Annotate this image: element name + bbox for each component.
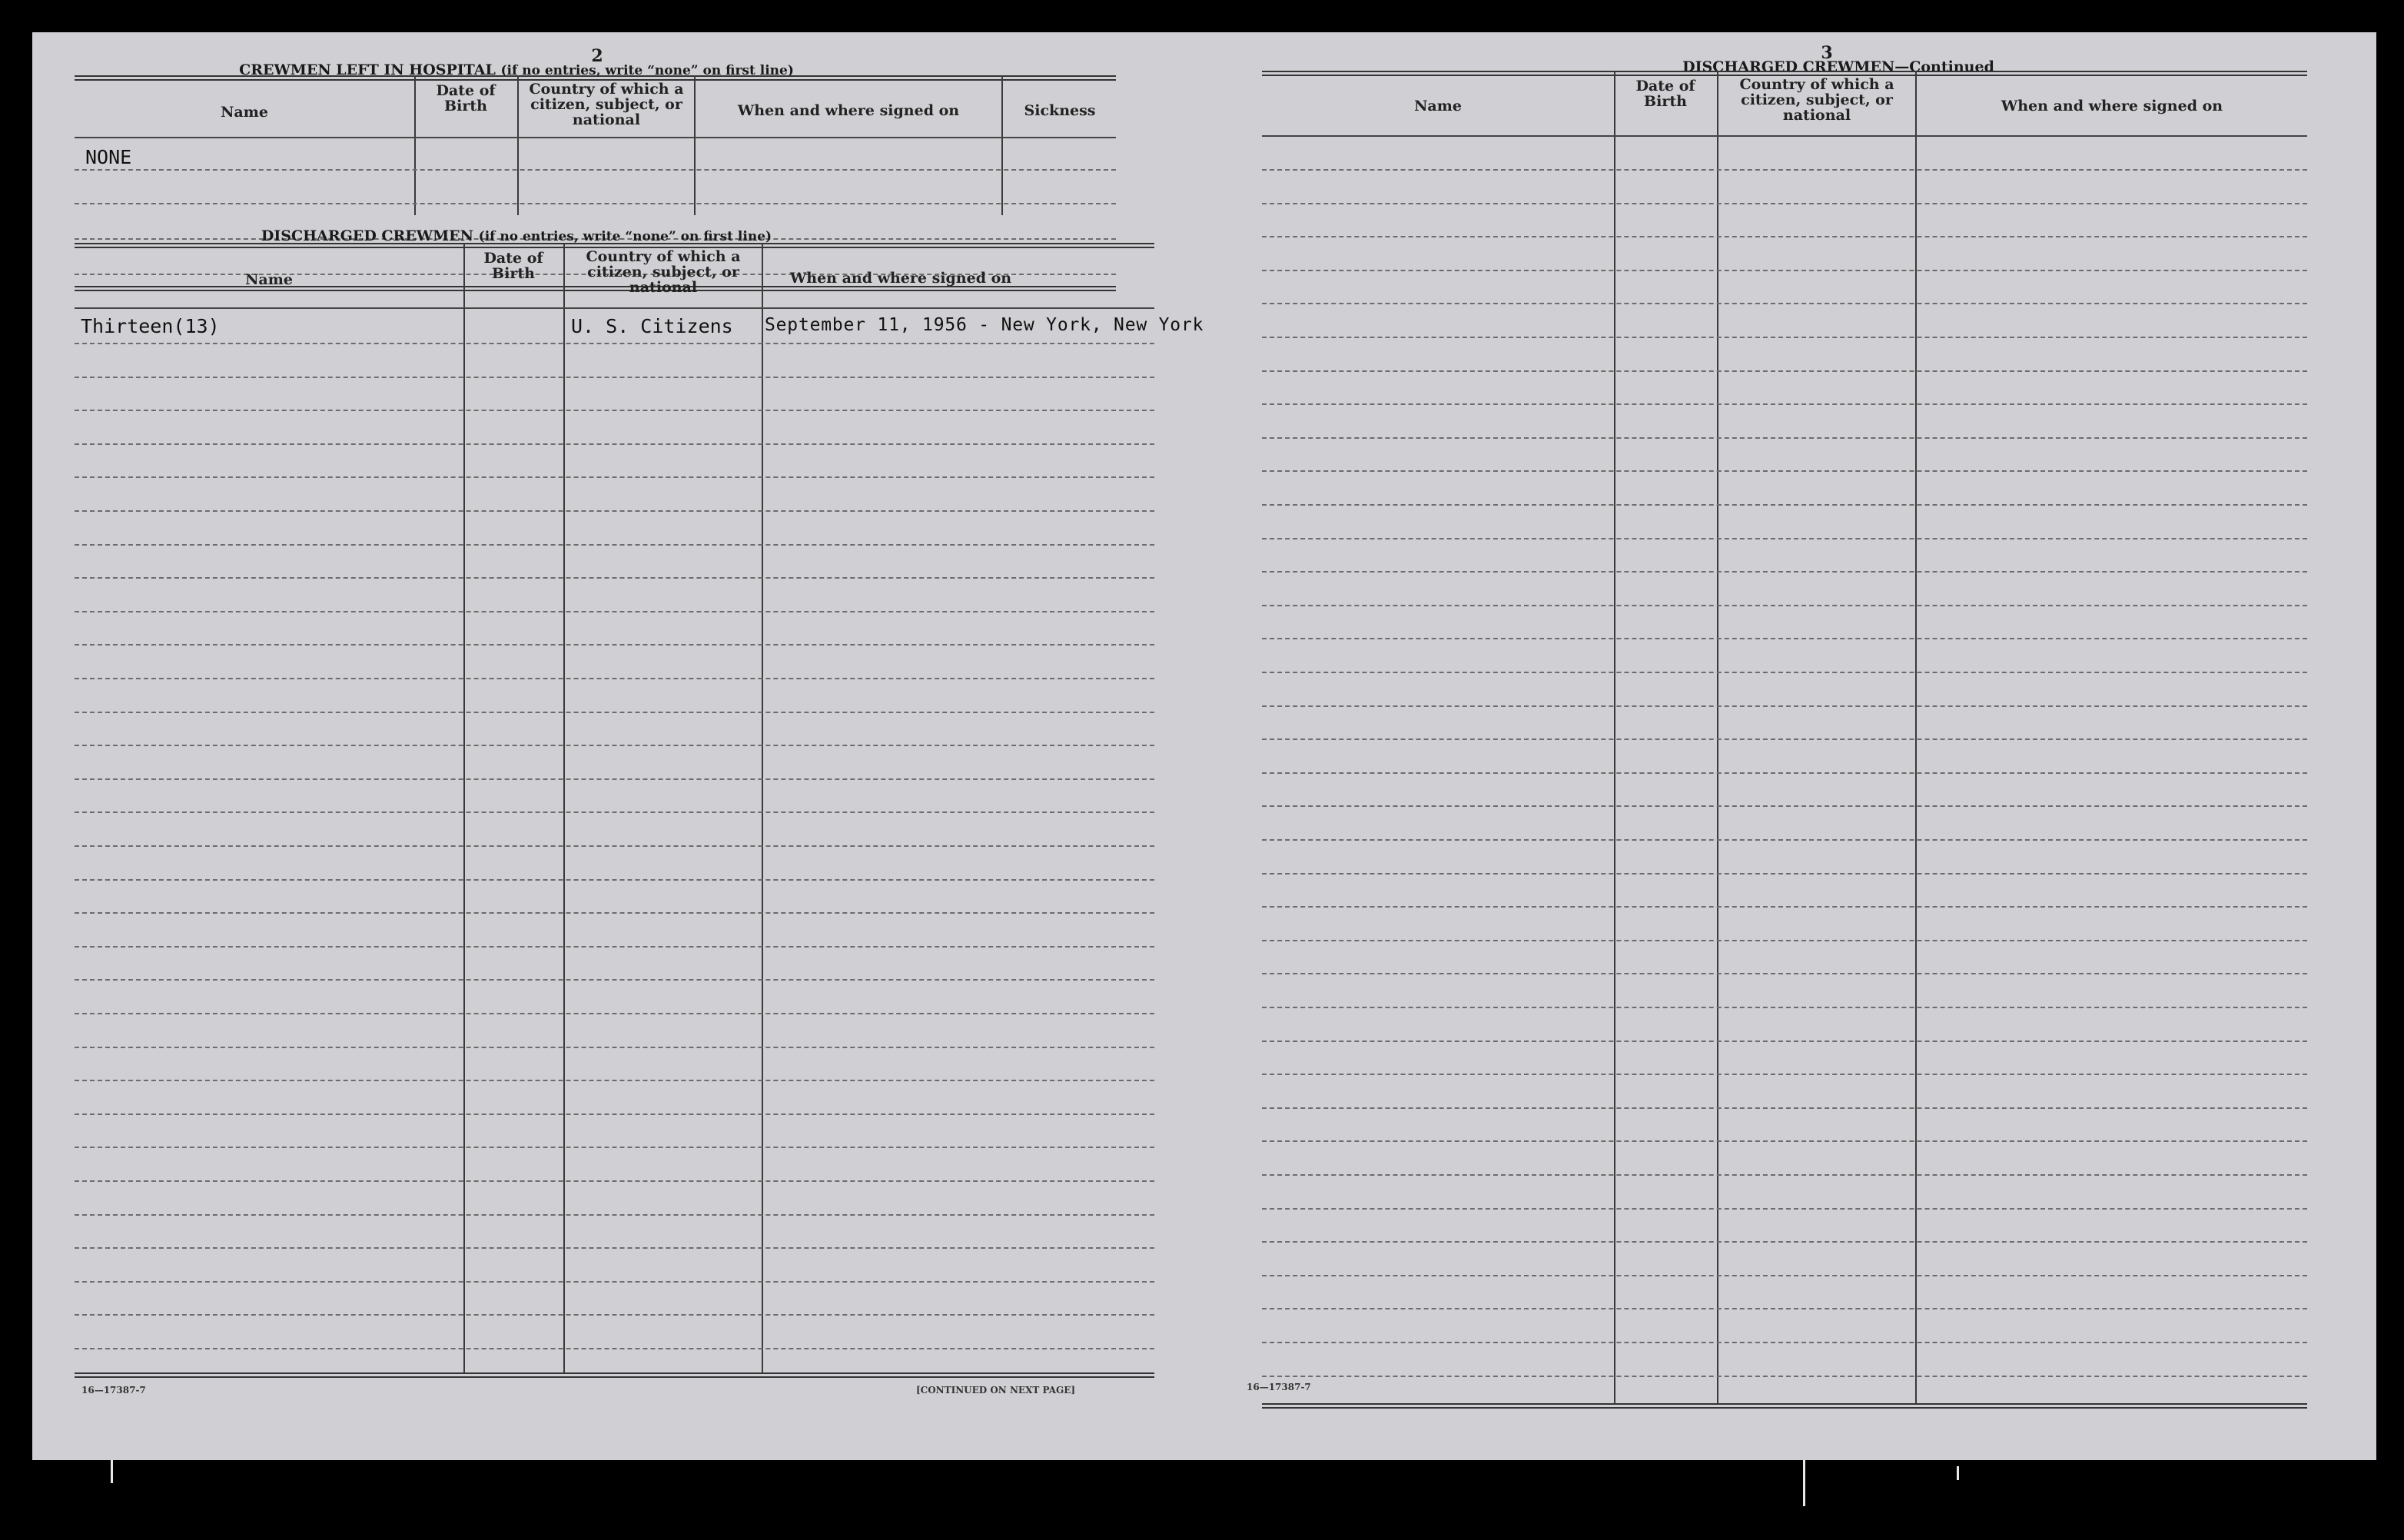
bottom-rule	[75, 1372, 1154, 1378]
column-divider	[463, 243, 465, 1374]
table-row	[1262, 940, 2307, 941]
table-row	[1262, 839, 2307, 841]
top-rule	[1262, 71, 2307, 76]
header-signed-on: When and where signed on	[737, 102, 960, 119]
discharged-table	[75, 243, 1204, 1380]
form-number: 16—17387-7	[1247, 1382, 1311, 1392]
scan-mark	[1957, 1466, 1959, 1480]
table-row	[75, 1114, 1154, 1115]
table-row	[1262, 605, 2307, 606]
header-name: Name	[221, 104, 268, 121]
table-row	[75, 1047, 1154, 1048]
table-row	[1262, 303, 2307, 304]
discharged-section-title	[94, 227, 939, 244]
table-row	[1262, 738, 2307, 740]
header-date-of-birth: Date of Birth	[483, 250, 543, 282]
table-row	[75, 1180, 1154, 1182]
document-sheet	[32, 32, 2376, 1460]
table-row	[75, 1147, 1154, 1148]
page-number: 2	[591, 46, 603, 66]
table-row	[1262, 1174, 2307, 1176]
table-row	[75, 678, 1154, 679]
table-row	[75, 611, 1154, 612]
continued-section-title: DISCHARGED CREWMEN—Continued	[1682, 58, 1994, 75]
table-row	[75, 410, 1154, 411]
discharged-title: DISCHARGED CREWMEN	[261, 227, 474, 244]
bottom-rule	[1262, 1403, 2307, 1409]
table-row	[75, 644, 1154, 646]
table-row	[75, 712, 1154, 713]
form-number: 16—17387-7	[81, 1385, 146, 1396]
discharged-entry-name: Thirteen(13)	[81, 315, 220, 337]
table-row	[75, 1281, 1154, 1283]
table-row	[1262, 571, 2307, 573]
scan-mark	[111, 1460, 113, 1483]
header-country: Country of which a citizen, subject, or national	[586, 248, 741, 296]
header-separator	[1262, 135, 2307, 137]
table-row	[1262, 437, 2307, 439]
table-row	[1262, 1241, 2307, 1243]
table-row	[1262, 1208, 2307, 1210]
header-date-of-birth: Date of Birth	[436, 82, 496, 115]
table-row	[75, 169, 1116, 171]
header-separator	[75, 307, 1154, 309]
table-row	[1262, 973, 2307, 974]
discharged-continued-table	[1262, 71, 2307, 1408]
table-row	[1262, 1107, 2307, 1109]
table-row	[1262, 169, 2307, 171]
hospital-title: CREWMEN LEFT IN HOSPITAL	[239, 61, 496, 78]
header-name: Name	[245, 271, 293, 288]
table-row	[75, 577, 1154, 579]
table-row	[1262, 236, 2307, 237]
table-row	[75, 811, 1154, 813]
table-row	[1262, 705, 2307, 707]
table-row	[75, 1247, 1154, 1249]
table-row	[1262, 203, 2307, 204]
table-row	[1262, 1007, 2307, 1008]
table-row	[75, 912, 1154, 914]
header-separator	[75, 137, 1116, 138]
table-row	[75, 1080, 1154, 1081]
hospital-table	[75, 75, 1116, 220]
discharged-entry-signed-on: September 11, 1956 - New York, New York	[765, 315, 1204, 335]
table-row	[1262, 1040, 2307, 1042]
scan-mark	[1803, 1460, 1805, 1506]
table-row	[75, 510, 1154, 512]
table-row	[1262, 873, 2307, 875]
column-divider	[694, 75, 696, 215]
discharged-entry-country: U. S. Citizens	[571, 315, 733, 337]
column-divider	[563, 243, 565, 1374]
hospital-entry-name: NONE	[85, 146, 132, 168]
column-divider	[762, 243, 763, 1374]
table-row	[75, 377, 1154, 378]
continued-note: [CONTINUED ON NEXT PAGE]	[916, 1385, 1076, 1396]
table-row	[1262, 1308, 2307, 1309]
discharged-note: (if no entries, write “none” on first line)	[478, 229, 772, 244]
table-row	[1262, 538, 2307, 539]
table-row	[75, 1214, 1154, 1216]
table-row	[75, 778, 1154, 780]
header-country: Country of which a citizen, subject, or national	[529, 81, 684, 128]
table-row	[75, 203, 1116, 204]
table-row	[75, 476, 1154, 478]
header-country: Country of which a citizen, subject, or national	[1739, 76, 1894, 124]
hospital-note: (if no entries, write “none” on first line)	[500, 63, 794, 78]
top-rule	[75, 243, 1154, 248]
table-row	[75, 1314, 1154, 1316]
table-row	[1262, 270, 2307, 271]
table-row	[1262, 403, 2307, 405]
table-row	[1262, 1074, 2307, 1075]
table-row	[75, 544, 1154, 546]
table-row	[75, 1013, 1154, 1014]
table-row	[1262, 672, 2307, 673]
table-row	[75, 1348, 1154, 1349]
top-rule	[75, 75, 1116, 81]
table-row	[1262, 1140, 2307, 1142]
header-signed-on: When and where signed on	[2001, 98, 2223, 115]
table-row	[1262, 470, 2307, 472]
table-row	[1262, 906, 2307, 908]
header-sickness: Sickness	[1024, 102, 1096, 119]
column-divider	[414, 75, 416, 215]
table-row	[1262, 1342, 2307, 1343]
table-row	[75, 946, 1154, 948]
table-row	[1262, 772, 2307, 774]
header-name: Name	[1414, 98, 1462, 115]
column-divider	[1001, 75, 1003, 215]
table-row	[75, 745, 1154, 746]
header-signed-on: When and where signed on	[789, 270, 1012, 287]
column-divider	[517, 75, 519, 215]
table-row	[1262, 370, 2307, 372]
table-row	[1262, 805, 2307, 807]
table-row	[75, 443, 1154, 445]
table-row	[75, 979, 1154, 981]
table-row	[75, 343, 1154, 344]
table-row	[1262, 337, 2307, 338]
page-number: 3	[1821, 43, 1833, 63]
table-row	[75, 879, 1154, 881]
table-row	[75, 845, 1154, 847]
table-row	[1262, 1376, 2307, 1377]
header-date-of-birth: Date of Birth	[1635, 78, 1695, 110]
table-row	[1262, 504, 2307, 506]
table-row	[1262, 638, 2307, 639]
table-row	[1262, 1275, 2307, 1276]
